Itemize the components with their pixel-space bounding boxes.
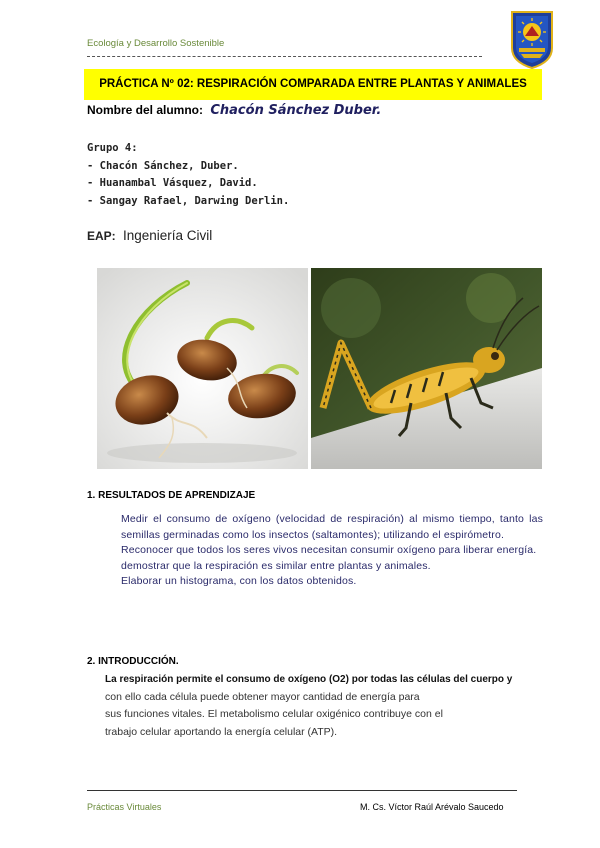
intro-line: La respiración permite el consumo de oxígeno (O2) por todas las células del cuerpo y	[105, 674, 513, 685]
university-seal-icon	[509, 10, 555, 70]
group-member: - Chacón Sánchez, Duber.	[87, 159, 239, 172]
germinated-seeds-photo	[97, 268, 308, 469]
bullet-icon	[103, 543, 121, 559]
intro-line: sus funciones vitales. El metabolismo celular oxigénico contribuye con el	[105, 708, 443, 720]
list-item-text: Elaborar un histograma, con los datos obtenidos.	[121, 575, 357, 587]
learning-results-list	[103, 512, 543, 590]
eap-line	[87, 228, 212, 243]
group-block	[87, 140, 289, 210]
intro-line: trabajo celular aportando la energía celular (ATP).	[105, 725, 338, 738]
list-item-text: Medir el consumo de oxígeno (velocidad de respiración) al mismo tiempo, tanto las semillas germinadas como los insectos (saltamontes); utilizando el espirómetro.	[121, 513, 543, 541]
grasshopper-photo	[311, 268, 542, 469]
section-title-introduction: 2. INTRODUCCIÓN.	[87, 656, 179, 667]
bullet-icon	[103, 574, 121, 590]
header-divider	[87, 56, 482, 57]
bullet-icon	[103, 559, 121, 575]
footer-divider	[87, 790, 517, 791]
group-member: - Sangay Rafael, Darwing Derlin.	[87, 194, 290, 207]
list-item-text: Reconocer que todos los seres vivos necesitan consumir oxígeno para liberar energía.	[121, 544, 537, 556]
group-member: - Huanambal Vásquez, David.	[87, 177, 258, 189]
section-title-learning-results: 1. RESULTADOS DE APRENDIZAJE	[87, 490, 256, 501]
footer-author: M. Cs. Víctor Raúl Arévalo Saucedo	[360, 802, 504, 812]
eap-value: Ingeniería Civil	[123, 228, 213, 243]
list-item	[103, 559, 543, 575]
intro-line: con ello cada célula puede obtener mayor cantidad de energía para	[105, 690, 420, 703]
list-item	[103, 543, 543, 559]
introduction-paragraph	[105, 671, 535, 741]
list-item	[103, 512, 543, 543]
title-banner	[84, 69, 542, 100]
bullet-icon	[103, 512, 121, 543]
footer-course-type: Prácticas Virtuales	[87, 802, 162, 812]
list-item-text: demostrar que la respiración es similar entre plantas y animales.	[121, 559, 431, 572]
practice-title: PRÁCTICA Nº 02: RESPIRACIÓN COMPARADA ENTRE PLANTAS Y ANIMALES	[99, 78, 527, 90]
student-line	[87, 103, 381, 118]
student-name: Chacón Sánchez Duber.	[210, 103, 382, 118]
list-item	[103, 574, 543, 590]
group-title: Grupo 4:	[87, 142, 138, 154]
student-label: Nombre del alumno:	[87, 103, 204, 117]
eap-label: EAP:	[87, 229, 116, 243]
course-title: Ecología y Desarrollo Sostenible	[87, 38, 225, 49]
